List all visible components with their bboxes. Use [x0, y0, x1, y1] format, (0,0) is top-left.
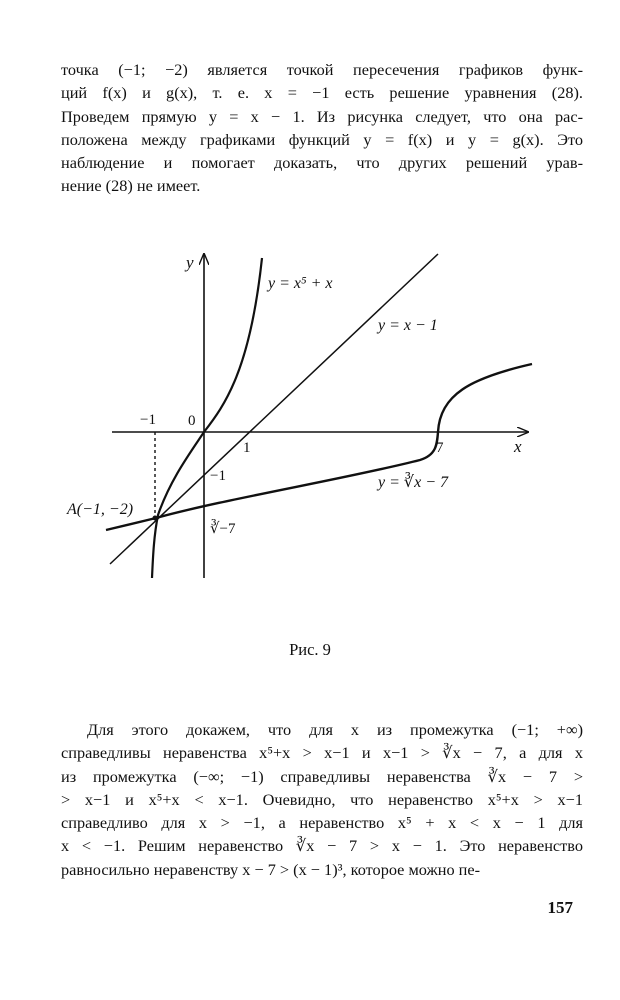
function-graph-figure [0, 240, 620, 600]
text-line: нение (28) не имеет. [61, 176, 201, 196]
tick-y-neg1: −1 [210, 468, 226, 484]
point-a [153, 516, 158, 521]
page-number: 157 [547, 898, 573, 917]
curve-cbrt-x-minus-7 [106, 364, 532, 530]
tick-x-7: 7 [436, 440, 444, 456]
text-line: Проведем прямую y = x − 1. Из рисунка следует, что она рас- [61, 106, 583, 126]
paragraph-bottom [61, 718, 583, 881]
text-line: наблюдение и помогает доказать, что других решений урав- [61, 153, 583, 173]
text-line: Для этого докажем, что для x из промежутка (−1; +∞) [87, 720, 583, 739]
text-line: > x−1 и x⁵+x < x−1. Очевидно, что неравенство x⁵+x > x−1 [61, 789, 583, 809]
tick-origin: 0 [188, 413, 196, 429]
paragraph-top [61, 58, 583, 198]
axis-x-label: x [514, 437, 522, 456]
figure-caption: Рис. 9 [289, 640, 331, 659]
text-line: положена между графиками функций y = f(x) и y = g(x). Это [61, 129, 583, 149]
tick-y-cbrt: ∛−7 [210, 521, 236, 537]
text-line: точка (−1; −2) является точкой пересечения графиков функ- [61, 60, 583, 79]
text-line: справедливо для x > −1, а неравенство x⁵ + x < x − 1 для [61, 813, 583, 833]
axis-y-label: y [186, 253, 194, 272]
point-a-label: A(−1, −2) [67, 501, 134, 518]
curve-g-label: y = ∛x − 7 [378, 474, 448, 491]
text-line: x < −1. Решим неравенство ∛x − 7 > x − 1. Это неравенство [61, 836, 583, 856]
tick-x-1: 1 [243, 440, 251, 456]
text-line: справедливы неравенства x⁵+x > x−1 и x−1 > ∛x − 7, а для x [61, 743, 583, 763]
text-line: равносильно неравенству x − 7 > (x − 1)³, которое можно пе- [61, 859, 481, 879]
line-label: y = x − 1 [378, 317, 438, 334]
curve-x5-plus-x [152, 258, 262, 578]
tick-x-neg1: −1 [140, 412, 156, 428]
text-line: из промежутка (−∞; −1) справедливы неравенства ∛x − 7 > [61, 766, 583, 786]
curve-f-label: y = x⁵ + x [268, 275, 333, 292]
text-line: ций f(x) и g(x), т. е. x = −1 есть решение уравнения (28). [61, 83, 583, 103]
